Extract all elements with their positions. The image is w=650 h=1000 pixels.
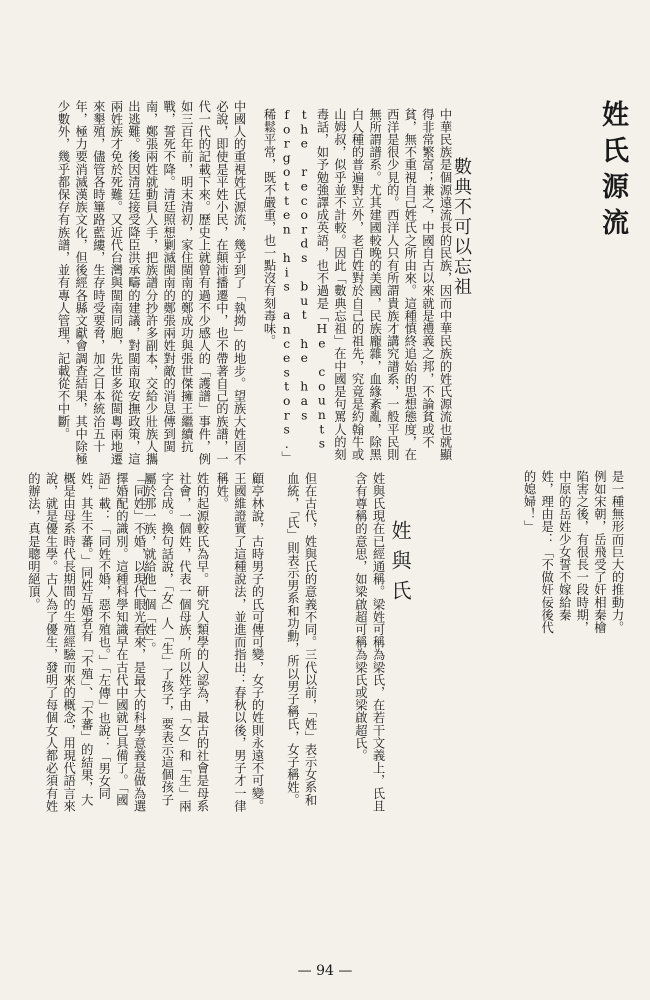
page-number: — 94 —	[297, 963, 353, 979]
body-paragraph-4: 是一種無形而巨大的推動力。例如宋朝，岳飛受了奸相秦檜陷害之後，有很長一段時期，中原的岳姓少女誓不嫁給秦姓，理由是：「不做奸佞後代的媳婦！」	[522, 470, 624, 634]
body-paragraph-7: 但在古代，姓與氏的意義不同。三代以前，「姓」表示女系和血統，「氏」則表示男系和功勳，所以男子稱氏，女子稱姓。	[285, 472, 317, 807]
body-paragraph-1: 中華民族是個源遠流長的民族，因而中華民族的姓氏源流也就顯得非常繁富；兼之，中國自古以來就是禮義之邦，不論貧或不貧，無不重視自己姓氏之所由來。這種慎終追始的思想態度，在西洋是很少見的。西洋人只有所謂貴族才講究譜系，一般平民則無所謂譜系。尤其建國較晚的美國，民族龐雜，血緣紊亂，除黑白人種的普遍對立外，老百姓對於自己的祖先，究竟是約翰牛或山姆叔，似乎並不計較。因此「數典忘祖」在中國是句罵人的刻毒話，如予勉強譯成英語，也不過是「He counts the records but he has forgotten his ancestors.」稀鬆平常，既不嚴重，也一點沒有刻毒味。	[262, 108, 452, 464]
body-paragraph-6: 姓與氏現在已經通稱。梁姓可稱為梁氏，在若干文義上，氏且含有尊稱的意思，如梁啟超可稱為梁氏或梁啟超氏。	[353, 472, 385, 813]
article-subtitle: 數典不可以忘祖	[451, 157, 472, 297]
article-title: 姓氏源流	[597, 100, 628, 244]
body-paragraph-2: 中國人的重視姓氏源流，幾乎到了「執拗」的地步。望族大姓固不必說，即使是平姓小民，在顛沛播遷中，也不帶著自己的族譜，一代一代的記載下來。歷史上就曾有過不少感人的「護譜」事件，例如三百年前，明末清初，家住閩南的鄭成功與張世傑擁王繼續抗戰，誓死不降。清廷照想剿滅閩南的鄭張兩姓對敵的消息傳到閩南，鄭張兩姓就動員人手，把族譜分抄許多副本，交給少壯族人攜出逃難。後因清廷接受降臣洪承疇的建議，對閩南取安撫政策，這兩姓族才免於死難。又近代台灣與閩南同胞，先世多從閩粵兩地遷來墾殖，儘管各時篳路藍縷，生存時受要脅，加之日本統治五十年，極力要消滅漢族文化，但後經各縣文獻會調查結果，其中除極少數外，幾乎都保存有族譜，並有專人管理，記載從不中斷。	[56, 100, 246, 466]
body-paragraph-8: 顧亭林說，古時男子的氏可傳可變，女子的姓則永遠不可變。王國維證實了這種說法，並進而指出：春秋以後，男子才一律稱姓。	[214, 472, 264, 813]
body-paragraph-10: 「同姓」不婚，以現代眼光看來，是最大的科學意義是做為選擇婚配的識別。這種科學知識早在古代中國就已具備了。「國語」載：「同姓不婚，惡不殖也。」「左傳」也說：「男女同姓，其生不蕃。」同姓互婚者有「不殖」、「不蕃」的結果，大概是由母系時代長期間的生殖經驗而來的概念，用現代語言來說，就是優生學。古人為了優生，發明了每個女人都必須有姓的辦法，真是聰明絕頂。	[26, 472, 146, 813]
body-paragraph-9: 姓的起源較氏為早。研究人類學的人認為，最古的社會是母系社會，一個姓，代表一個母族，所以姓字由「女」和「生」兩字合成。換句話說，「女」人「生」了孩子，要表示這個孩子屬於那一族，就給他一個「姓」。	[142, 472, 209, 813]
section-heading: 姓與氏	[388, 520, 412, 610]
